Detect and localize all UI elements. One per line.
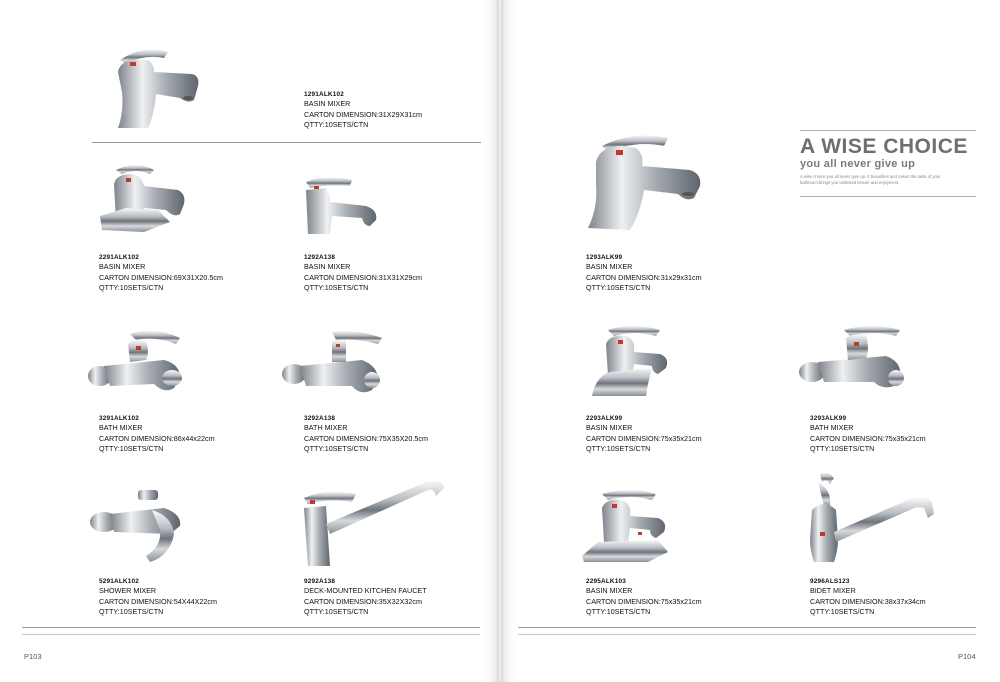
product-caption	[304, 577, 427, 618]
faucet-image-9292A138	[296, 474, 450, 570]
product-name: BASIN MIXER	[586, 586, 633, 595]
carton-dimension: CARTON DIMENSION:31X31X29cm	[304, 272, 422, 282]
product-name: BASIN MIXER	[586, 423, 633, 432]
quantity: QTTY:10SETS/CTN	[304, 283, 369, 292]
carton-dimension: CARTON DIMENSION:54X44X22cm	[99, 596, 217, 606]
carton-dimension: CARTON DIMENSION:35X32X32cm	[304, 596, 422, 606]
product-code: 3293ALK99	[810, 415, 847, 422]
product-code: 3292A138	[304, 415, 336, 422]
carton-dimension: CARTON DIMENSION:31x29x31cm	[586, 272, 702, 282]
product-name: DECK-MOUNTED KITCHEN FAUCET	[304, 586, 427, 595]
product-name: BASIN MIXER	[304, 99, 351, 108]
quantity: QTTY:10SETS/CTN	[99, 607, 164, 616]
product-code: 5291ALK102	[99, 578, 140, 585]
slogan-subtitle: you all never give up	[800, 158, 916, 170]
product-code: 1291ALK102	[304, 91, 345, 98]
product-caption	[586, 414, 702, 455]
faucet-image-1291ALK102	[104, 42, 204, 132]
product-name: SHOWER MIXER	[99, 586, 157, 595]
product-name: BATH MIXER	[304, 423, 348, 432]
divider	[92, 142, 481, 143]
footer-rule	[22, 634, 480, 635]
quantity: QTTY:10SETS/CTN	[99, 444, 164, 453]
faucet-image-9296ALS123	[804, 470, 944, 570]
product-caption	[99, 253, 223, 294]
slogan-description: A wise choice you all never give up. It beautifies and raised the taste of your bathroom,brings you unlimited leisure and enjoyment.	[800, 174, 941, 185]
product-caption	[304, 253, 422, 294]
product-code: 9292A138	[304, 578, 336, 585]
quantity: QTTY:10SETS/CTN	[586, 607, 651, 616]
product-caption	[99, 577, 217, 618]
product-name: BIDET MIXER	[810, 586, 856, 595]
carton-dimension: CARTON DIMENSION:38x37x34cm	[810, 596, 926, 606]
quantity: QTTY:10SETS/CTN	[99, 283, 164, 292]
product-code: 9296ALS123	[810, 578, 850, 585]
faucet-image-5291ALK102	[86, 486, 192, 566]
product-code: 3291ALK102	[99, 415, 140, 422]
product-code: 2291ALK102	[99, 254, 140, 261]
product-code: 2295ALK103	[586, 578, 627, 585]
quantity: QTTY:10SETS/CTN	[586, 283, 651, 292]
carton-dimension: CARTON DIMENSION:31X29X31cm	[304, 109, 422, 119]
faucet-image-1293ALK99	[582, 128, 706, 234]
page-number-left: P103	[24, 652, 42, 661]
faucet-image-2295ALK103	[578, 486, 674, 564]
quantity: QTTY:10SETS/CTN	[304, 444, 369, 453]
product-name: BATH MIXER	[99, 423, 143, 432]
product-code: 1292A138	[304, 254, 336, 261]
product-name: BATH MIXER	[810, 423, 854, 432]
faucet-image-2293ALK99	[586, 322, 678, 400]
page-number-right: P104	[958, 652, 976, 661]
product-caption	[810, 414, 926, 455]
quantity: QTTY:10SETS/CTN	[810, 444, 875, 453]
product-caption	[304, 414, 428, 455]
product-name: BASIN MIXER	[99, 262, 146, 271]
product-name: BASIN MIXER	[586, 262, 633, 271]
carton-dimension: CARTON DIMENSION:75x35x21cm	[586, 433, 702, 443]
slogan-rule	[800, 130, 976, 131]
faucet-image-1292A138	[300, 172, 382, 240]
footer-rule	[518, 627, 976, 628]
product-caption	[99, 414, 215, 455]
product-caption	[586, 577, 702, 618]
faucet-image-3291ALK102	[84, 326, 194, 404]
carton-dimension: CARTON DIMENSION:75X35X20.5cm	[304, 433, 428, 443]
quantity: QTTY:10SETS/CTN	[586, 444, 651, 453]
faucet-image-3292A138	[278, 326, 390, 404]
product-code: 1293ALK99	[586, 254, 623, 261]
product-name: BASIN MIXER	[304, 262, 351, 271]
product-code: 2293ALK99	[586, 415, 623, 422]
product-caption	[304, 90, 422, 131]
carton-dimension: CARTON DIMENSION:69X31X20.5cm	[99, 272, 223, 282]
slogan-block	[800, 136, 970, 186]
slogan-rule	[800, 196, 976, 197]
carton-dimension: CARTON DIMENSION:75x35x21cm	[586, 596, 702, 606]
carton-dimension: CARTON DIMENSION:86x44x22cm	[99, 433, 215, 443]
slogan-title: A WISE CHOICE	[800, 135, 968, 158]
product-caption	[810, 577, 926, 618]
faucet-image-2291ALK102	[96, 160, 188, 235]
carton-dimension: CARTON DIMENSION:75x35x21cm	[810, 433, 926, 443]
product-caption	[586, 253, 702, 294]
quantity: QTTY:10SETS/CTN	[304, 120, 369, 129]
quantity: QTTY:10SETS/CTN	[304, 607, 369, 616]
faucet-image-3293ALK99	[796, 320, 916, 396]
footer-rule	[518, 634, 976, 635]
quantity: QTTY:10SETS/CTN	[810, 607, 875, 616]
footer-rule	[22, 627, 480, 628]
